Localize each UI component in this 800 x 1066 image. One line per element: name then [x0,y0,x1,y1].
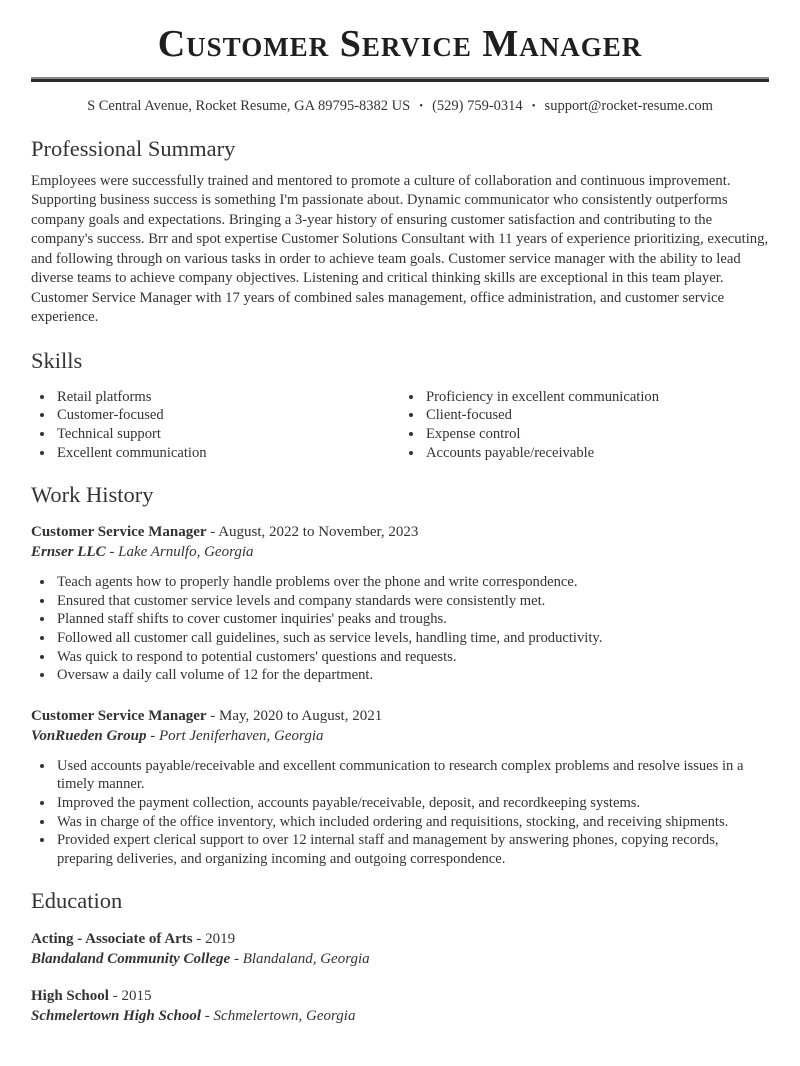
skill-item: • Technical support [55,425,400,444]
graduation-year: 2015 [121,988,152,1005]
job-entry [31,706,769,869]
school-name: Schmelertown High School [31,1008,202,1025]
job-dates: August, 2022 to November, 2023 [218,524,419,541]
section-heading-professional-summary: Professional Summary [31,135,236,161]
skills-column-left [31,388,400,462]
job-dates: May, 2020 to August, 2021 [219,707,383,724]
dash-separator: - [105,544,119,561]
education-degree-line [31,986,769,1006]
contact-separator-dot: • [419,99,424,112]
job-bullet: • Planned staff shifts to cover customer inquiries' peaks and troughs. [55,610,769,629]
job-bullet: • Used accounts payable/receivable and excellent communication to research complex problems and resolve issues in a timely manner. [55,757,769,794]
skills-column-right [400,388,769,462]
contact-phone: (529) 759-0314 [432,97,523,114]
job-bullet: • Provided expert clerical support to over 12 internal staff and management by answering phones, copying records, preparing deliveries, and organizing incoming and outgoing correspondence. [55,831,769,868]
contact-separator-dot: • [531,99,536,112]
company-name: VonRueden Group [31,727,147,744]
dash-separator: - [146,727,159,744]
school-name: Blandaland Community College [31,951,231,968]
job-entry [31,522,769,685]
dash-separator: - [206,707,220,724]
job-bullet: • Improved the payment collection, accounts payable/receivable, deposit, and recordkeeping systems. [55,794,769,813]
contact-line [31,97,769,116]
education-entry [31,986,769,1026]
job-title: Customer Service Manager [31,524,207,541]
dash-separator: - [206,524,219,541]
section-heading-work-history: Work History [31,482,154,508]
dash-separator: - [230,951,243,968]
graduation-year: 2019 [205,931,236,948]
job-bullet-list [31,573,769,685]
dash-separator: - [201,1008,214,1025]
section-heading-education: Education [31,888,123,914]
skill-item: • Excellent communication [55,444,400,463]
skill-item: • Accounts payable/receivable [424,444,769,463]
job-title: Customer Service Manager [31,707,207,724]
education-entry [31,929,769,969]
skill-item: • Proficiency in excellent communication [424,388,769,407]
section-heading-skills: Skills [31,347,83,373]
school-location: Schmelertown, Georgia [213,1008,356,1025]
degree-name: High School [31,988,109,1005]
resume-title: Customer Service Manager [157,23,643,65]
skills-columns [31,384,769,462]
job-title-line [31,706,769,726]
skill-item: • Client-focused [424,406,769,425]
job-bullet: • Followed all customer call guidelines, such as service levels, handling time, and productivity. [55,629,769,648]
job-bullet: • Ensured that customer service levels and company standards were consistently met. [55,592,769,611]
job-bullet: • Was quick to respond to potential customers' questions and requests. [55,648,769,667]
dash-separator: - [108,988,122,1005]
education-school-line [31,1006,769,1026]
skill-item: • Customer-focused [55,406,400,425]
job-company-line [31,726,769,746]
skill-item: • Expense control [424,425,769,444]
school-location: Blandaland, Georgia [242,951,370,968]
contact-address: S Central Avenue, Rocket Resume, GA 89795-8382 US [87,97,411,114]
job-bullet: • Oversaw a daily call volume of 12 for the department. [55,666,769,685]
job-location: Lake Arnulfo, Georgia [118,544,254,561]
education-degree-line [31,929,769,949]
title-divider [31,77,769,82]
dash-separator: - [192,931,206,948]
job-location: Port Jeniferhaven, Georgia [158,727,324,744]
job-bullet-list [31,757,769,869]
job-title-line [31,522,769,542]
job-bullet: • Teach agents how to properly handle problems over the phone and write correspondence. [55,573,769,592]
company-name: Ernser LLC [31,544,106,561]
education-school-line [31,949,769,969]
job-bullet: • Was in charge of the office inventory, which included ordering and requisitions, stocking, and receiving shipments. [55,813,769,832]
contact-email: support@rocket-resume.com [544,97,713,114]
skill-item: • Retail platforms [55,388,400,407]
degree-name: Acting - Associate of Arts [31,931,193,948]
professional-summary-text: Employees were successfully trained and mentored to promote a culture of collaboration and continuous improvement. Supporting business success is something I'm passionate about. Dynamic communicator who consistently outperforms company goals and expectations. Bringing a 3-year history of ensuring customer satisfaction and contributing to the company's success. Brr and spot expertise Customer Solutions Consultant with 11 years of experience prioritizing, executing, and following through on various tasks in order to achieve team goals. Customer service manager with the ability to lead diverse teams to achieve company objectives. Listening and critical thinking skills are exceptional in this team player. Customer Service Manager with 17 years of combined sales management, office administration, and customer service experience. [31,172,769,326]
job-company-line [31,542,769,562]
